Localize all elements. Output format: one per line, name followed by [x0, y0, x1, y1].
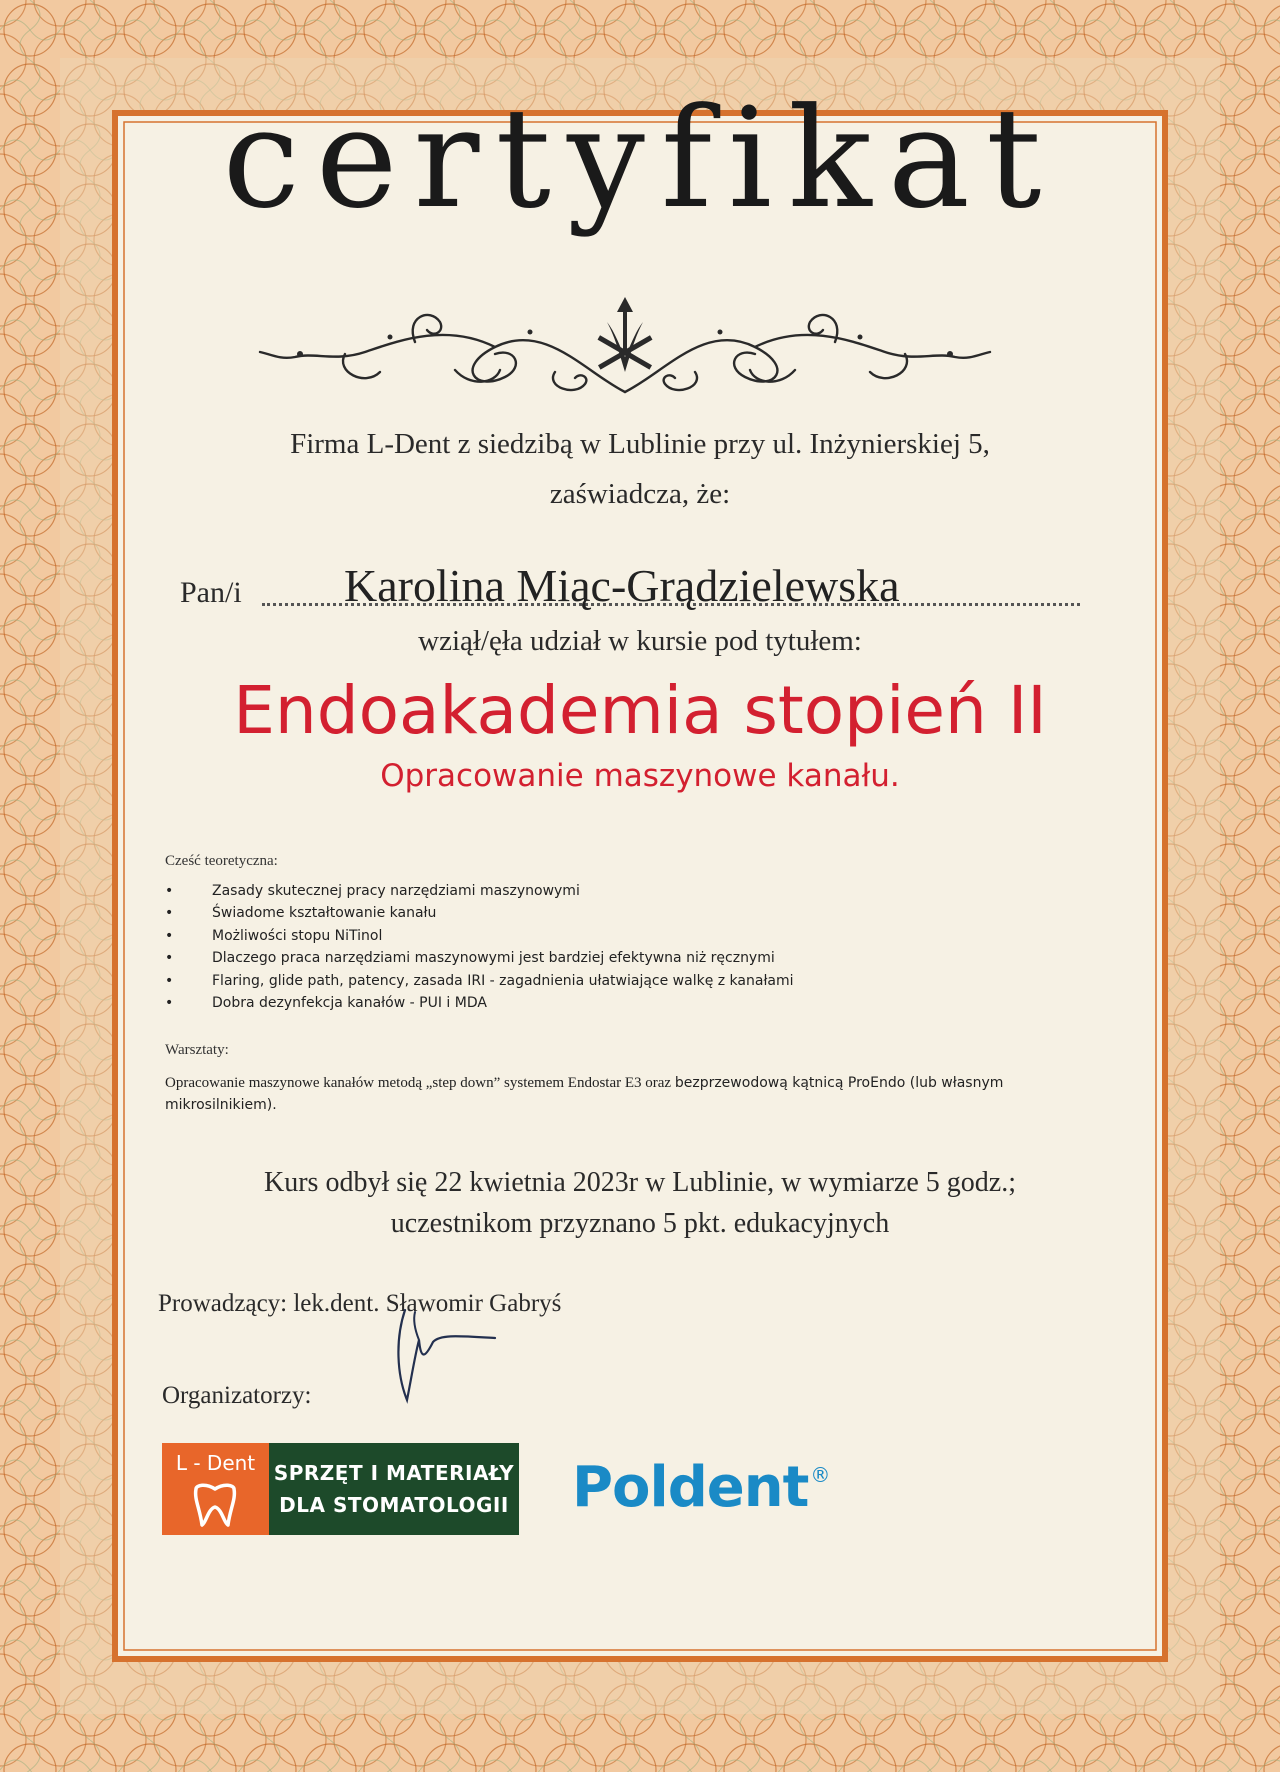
list-item: • Dlaczego praca narzędziami maszynowymi jest bardziej efektywna niż ręcznymi [165, 947, 794, 969]
course-subtitle: Opracowanie maszynowe kanału. [380, 758, 900, 794]
course-summary: Kurs odbył się 22 kwietnia 2023r w Lublinie, w wymiarze 5 godz.; [264, 1167, 1016, 1198]
issuer-statement: Firma L-Dent z siedzibą w Lublinie przy ul. Inżynierskiej 5, [290, 428, 990, 460]
list-item: • Dobra dezynfekcja kanałów - PUI i MDA [165, 992, 794, 1014]
bullet-icon: • [165, 972, 174, 989]
ldent-tagline-line1: SPRZĘT I MATERIAŁY [273, 1461, 515, 1485]
ldent-logo [162, 1443, 519, 1535]
recipient-row [180, 560, 1080, 620]
list-item: • Zasady skutecznej pracy narzędziami maszynowymi [165, 880, 794, 902]
bullet-icon: • [165, 883, 174, 899]
organizers-label: Organizatorzy: [162, 1382, 312, 1409]
flourish-ornament-icon [255, 292, 995, 404]
workshop-description: Opracowanie maszynowe kanałów metodą „step down” systemem Endostar E3 oraz bezprzewodową kątnicą ProEndo (lub własnym mikrosilnikiem). [165, 1075, 1004, 1113]
lecturer: Prowadzący: lek.dent. Sławomir Gabryś [158, 1290, 562, 1317]
ldent-tagline-line2: DLA STOMATOLOGII [279, 1493, 509, 1517]
points-awarded: uczestnikom przyznano 5 pkt. edukacyjnych [390, 1208, 890, 1239]
bullet-icon: • [165, 950, 174, 967]
recipient-label: Pan/i [180, 576, 242, 609]
registered-mark: ® [810, 1463, 830, 1487]
list-item: • Flaring, glide path, patency, zasada IRI - zagadnienia ułatwiające walkę z kanałami [165, 970, 794, 992]
participation-statement: wziął/ęła udział w kursie pod tytułem: [418, 625, 862, 657]
course-title: Endoakademia stopień II [233, 672, 1047, 749]
workshop-heading: Warsztaty: [165, 1042, 229, 1058]
bullet-icon: • [165, 927, 174, 944]
bullet-icon: • [165, 994, 174, 1011]
list-item: • Możliwości stopu NiTinol [165, 925, 794, 947]
bullet-icon: • [165, 905, 174, 922]
list-item: • Świadome kształtowanie kanału [165, 902, 794, 924]
certifies-statement: zaświadcza, że: [549, 478, 731, 510]
theory-heading: Cześć teoretyczna: [165, 853, 278, 869]
tooth-icon [192, 1483, 238, 1527]
ldent-label: L - Dent [175, 1451, 256, 1475]
ldent-tagline [269, 1443, 519, 1535]
signature-icon [385, 1300, 505, 1410]
recipient-name: Karolina Miąc-Grądzielewska [344, 560, 900, 611]
ldent-brand-block [162, 1443, 269, 1535]
certificate-title: certyfikat [222, 78, 1058, 239]
poldent-logo [572, 1455, 829, 1520]
poldent-name: Poldent [572, 1455, 809, 1520]
theory-list [165, 880, 794, 1014]
